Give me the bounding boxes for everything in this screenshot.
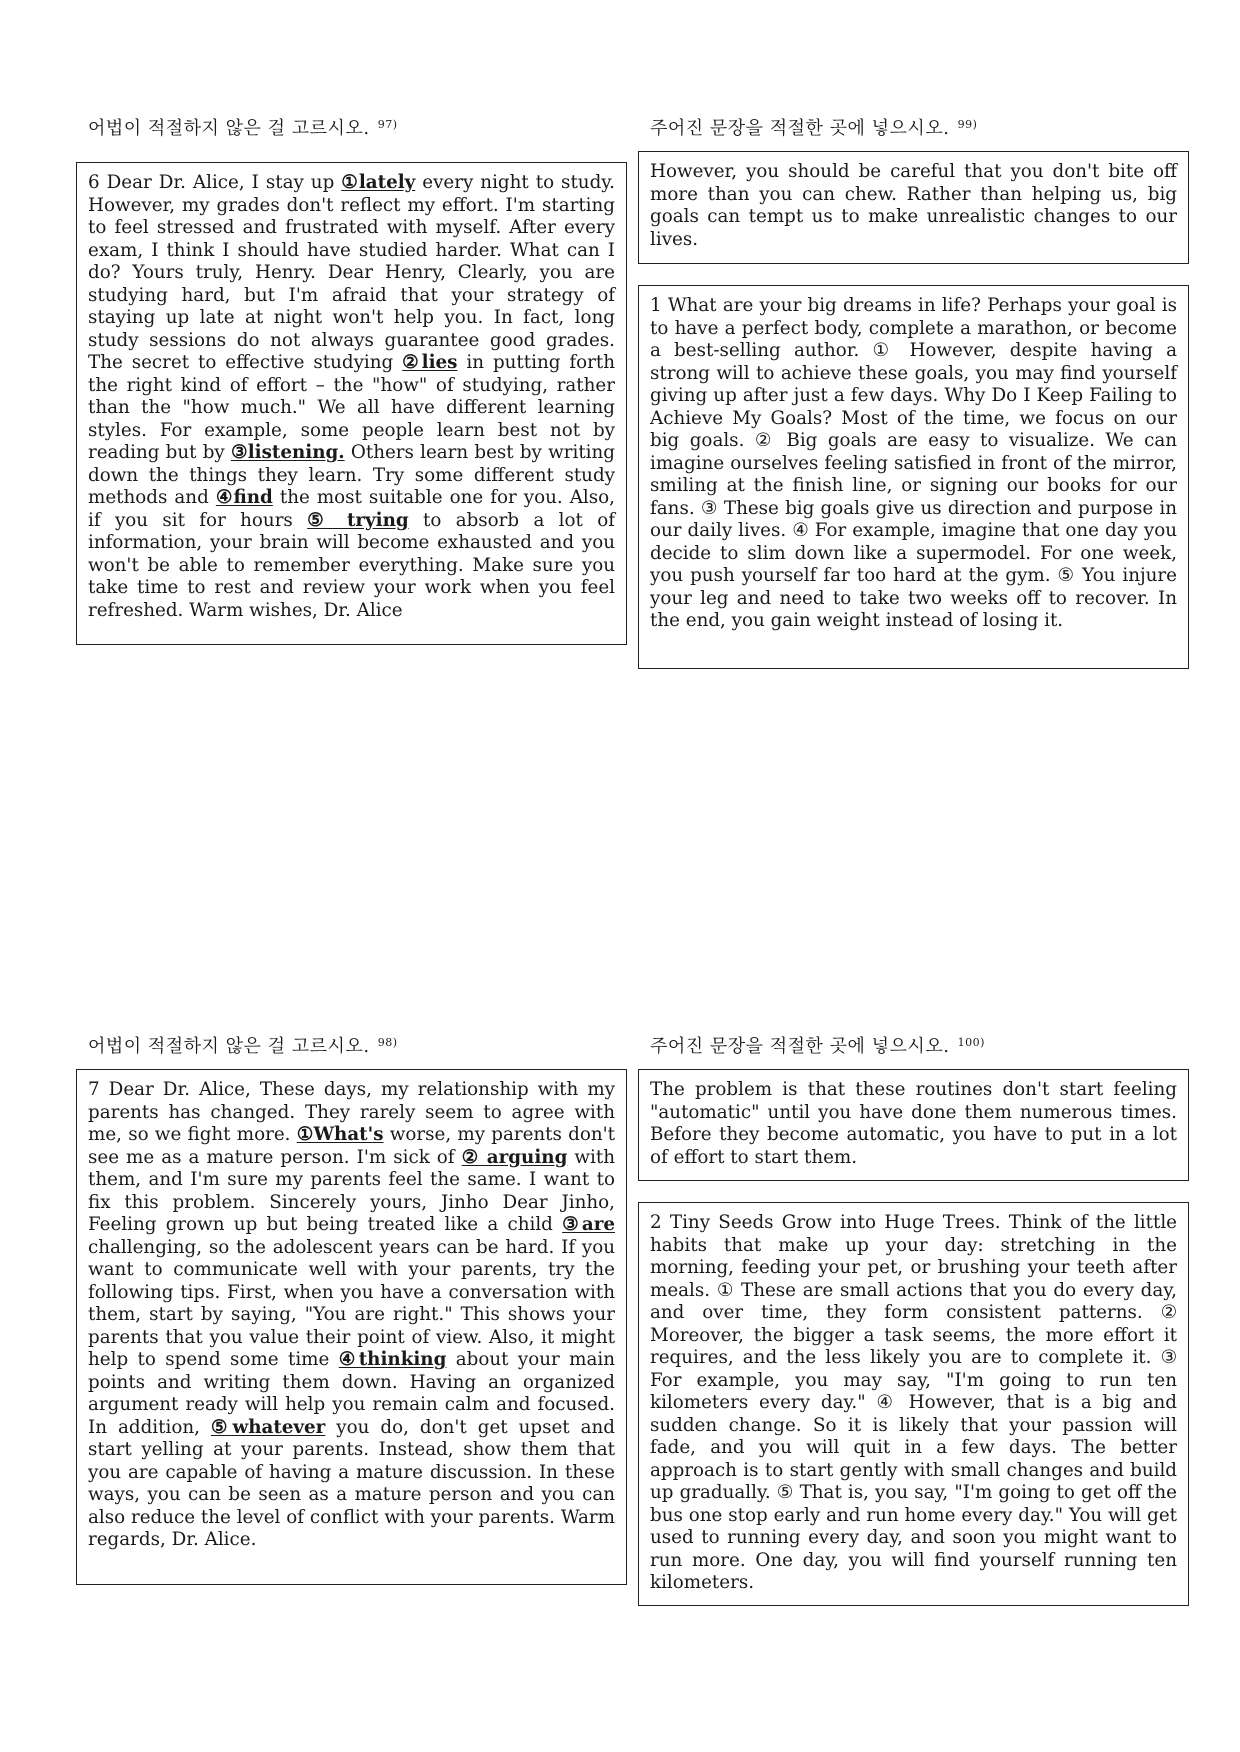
given-sentence-99-box xyxy=(638,151,1189,264)
question-97-title xyxy=(88,114,398,140)
option-marker: ⑤whatever xyxy=(210,1416,326,1438)
option-marker: ④find xyxy=(215,487,273,508)
question-number: 98) xyxy=(377,1036,398,1049)
passage-text: 6 Dear Dr. Alice, I stay up xyxy=(88,172,342,193)
option-marker: ②lies xyxy=(402,352,458,373)
passage-text: in putting forth the right kind of effort – the "how" of studying, rather than the "how much." We all have different learning styles. For example, some people learn best not by reading but by xyxy=(88,352,615,463)
instruction-text: 어법이 적절하지 않은 걸 고르시오. xyxy=(88,1036,370,1057)
passage-text: every night to study. However, my grades don't reflect my effort. I'm starting to feel stressed and frustrated with myself. After every exam, I think I should have studied harder. What can I do? Yours truly, Henry. Dear Henry, Clearly, you are studying hard, but I'm afraid that your strategy of staying up late at night won't help you. In fact, long study sessions do not always guarantee good grades. The secret to effective studying xyxy=(88,172,615,373)
passage-text: with them, and I'm sure my parents feel the same. I want to fix this problem. Sincerely yours, Jinho Dear Jinho, Feeling grown up but being treated like a child xyxy=(88,1146,615,1235)
option-marker: ①What's xyxy=(296,1124,384,1145)
question-number: 97) xyxy=(377,118,398,131)
passage-text: Others learn best by writing down the things they learn. Try some different study methods and xyxy=(88,442,615,508)
given-sentence-text: The problem is that these routines don't start feeling "automatic" until you have done them numerous times. Before they become automatic, you have to put in a lot of effort to start them. xyxy=(650,1079,1177,1168)
option-marker: ①lately xyxy=(341,172,416,193)
passage-text: challenging, so the adolescent years can be hard. If you want to communicate well with your parents, try the following tips. First, when you have a conversation with them, start by saying, "You are right." This shows your parents that you value their point of view. Also, it might help to spend some time xyxy=(88,1236,615,1370)
question-100-title xyxy=(650,1032,985,1058)
passage-text: 2 Tiny Seeds Grow into Huge Trees. Think of the little habits that make up your day: stretching in the morning, feeding your pet, or brushing your teeth after meals. ① These are small actions that you do every day, and over time, they form consistent patterns. ② Moreover, the bigger a task seems, the more effort it requires, and the less likely you are to complete it. ③ For example, you may say, "I'm going to run ten kilometers every day." ④ However, that is a big and sudden change. So it is likely that your passion will fade, and you will quit in a few days. The better approach is to start gently with small changes and build up gradually. ⑤ That is, you say, "I'm going to get off the bus one stop early and run home every day." You will get used to running every day, and soon you might want to run more. One day, you will find yourself running ten kilometers. xyxy=(650,1212,1177,1593)
passage-text: worse, my parents don't see me as a mature person. I'm sick of xyxy=(88,1124,615,1168)
passage-99-box xyxy=(638,285,1189,669)
option-marker: ③are xyxy=(562,1214,616,1235)
option-marker: ② arguing xyxy=(461,1146,568,1168)
option-marker: ④thinking xyxy=(338,1349,447,1370)
passage-text: 1 What are your big dreams in life? Perhaps your goal is to have a perfect body, complete a marathon, or become a best-selling author. ① However, despite having a strong will to achieve these goals, you may find yourself giving up after just a few days. Why Do I Keep Failing to Achieve My Goals? Most of the time, we focus on our big goals. ② Big goals are easy to visualize. We can imagine ourselves feeling satisfied in front of the mirror, smiling at the finish line, or signing our books for our fans. ③ These big goals give us direction and purpose in our daily lives. ④ For example, imagine that one day you decide to slim down like a supermodel. For one week, you push yourself far too hard at the gym. ⑤ You injure your leg and need to take two weeks off to recover. In the end, you gain weight instead of losing it. xyxy=(650,295,1177,631)
given-sentence-text: However, you should be careful that you don't bite off more than you can chew. Rather than helping us, big goals can tempt us to make unrealistic changes to our lives. xyxy=(650,161,1177,250)
passage-text: 7 Dear Dr. Alice, These days, my relationship with my parents has changed. They rarely seem to agree with me, so we fight more. xyxy=(88,1079,615,1145)
passage-text: about your main points and writing them down. Having an organized argument ready will help you remain calm and focused. In addition, xyxy=(88,1349,616,1438)
passage-98-box xyxy=(76,1069,627,1585)
passage-100-box xyxy=(638,1202,1189,1606)
instruction-text: 주어진 문장을 적절한 곳에 넣으시오. xyxy=(650,118,950,139)
instruction-text: 어법이 적절하지 않은 걸 고르시오. xyxy=(88,118,370,139)
instruction-text: 주어진 문장을 적절한 곳에 넣으시오. xyxy=(650,1036,950,1057)
question-99-title xyxy=(650,114,977,140)
option-marker: ⑤ trying xyxy=(307,509,409,531)
option-marker: ③listening. xyxy=(230,442,345,463)
question-number: 100) xyxy=(957,1036,985,1049)
passage-97-box xyxy=(76,162,627,645)
question-98-title xyxy=(88,1032,398,1058)
question-number: 99) xyxy=(957,118,978,131)
passage-text: you do, don't get upset and start yelling at your parents. Instead, show them that you are capable of having a mature discussion. In these ways, you can be seen as a mature person and you can also reduce the level of conflict with your parents. Warm regards, Dr. Alice. xyxy=(88,1416,615,1550)
given-sentence-100-box xyxy=(638,1069,1189,1181)
passage-text: the most suitable one for you. Also, if you sit for hours xyxy=(88,487,615,531)
passage-text: to absorb a lot of information, your brain will become exhausted and you won't be able to remember everything. Make sure you take time to rest and review your work when you feel refreshed. Warm wishes, Dr. Alice xyxy=(88,509,615,621)
